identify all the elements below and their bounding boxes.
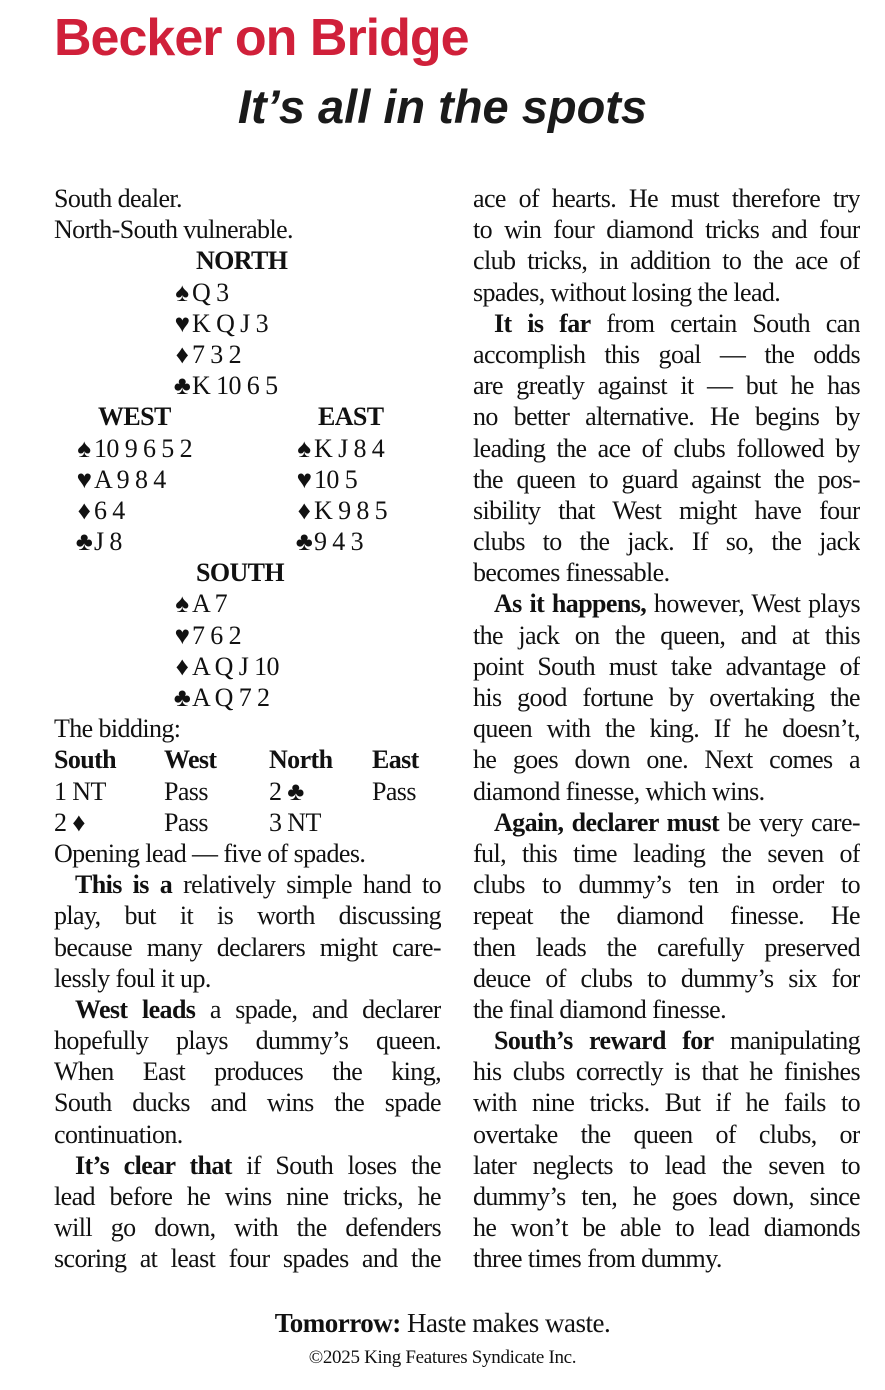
club-icon: ♣: [75, 527, 93, 557]
article-line: sibility that West might have four: [473, 495, 860, 525]
spade-icon: ♠: [175, 277, 189, 307]
east-hand-label: EAST: [318, 402, 384, 432]
article-line: he goes down one. Next comes a: [473, 745, 860, 775]
article-line: later neglects to lead the seven to: [473, 1150, 860, 1180]
west-hand-label: WEST: [98, 402, 171, 432]
article-line: It’s clear that if South loses the: [75, 1150, 441, 1180]
article-line: will go down, with the defenders: [54, 1213, 441, 1243]
west-east-labels: [54, 401, 441, 432]
north-diamonds: ♦ 7 3 2: [54, 339, 441, 370]
west-spades: 10 9 6 5 2: [94, 433, 193, 463]
article-line: becomes finessable.: [473, 558, 670, 588]
west-east-clubs: [54, 526, 441, 557]
diamond-icon: ♦: [297, 495, 311, 525]
article-line: continuation.: [54, 1119, 183, 1149]
article-line: ace of hearts. He must therefore try: [473, 184, 860, 213]
article-line: point South must take advantage of: [473, 651, 860, 681]
article-line: As it happens, however, West plays: [494, 589, 860, 619]
article-line: he won’t be able to lead diamonds: [473, 1213, 860, 1243]
article-line: This is a relatively simple hand to: [75, 870, 441, 900]
article-line: accomplish this goal — the odds: [473, 339, 860, 369]
article-line: his clubs correctly is that he finishes: [473, 1057, 860, 1087]
article-line: deuce of clubs to dummy’s six for: [473, 963, 860, 993]
article-line: South’s reward for manipulating: [494, 1026, 860, 1056]
article-line: then leads the carefully preserved: [473, 932, 860, 962]
club-icon: ♣: [295, 527, 313, 557]
vulnerability-line: North-South vulnerable.: [54, 215, 293, 245]
north-spades: ♠ Q 3: [54, 277, 441, 308]
opening-lead: Opening lead — five of spades.: [54, 838, 366, 868]
article-line: When East produces the king,: [54, 1057, 441, 1087]
south-diamonds: ♦ A Q J 10: [54, 651, 441, 682]
west-east-spades: [54, 433, 441, 464]
headline: It’s all in the spots: [237, 80, 648, 133]
club-icon: ♣: [173, 683, 191, 712]
club-icon: ♣: [173, 371, 191, 401]
tomorrow-teaser: Tomorrow: Haste makes waste.: [274, 1308, 611, 1338]
copyright: ©2025 King Features Syndicate Inc.: [308, 1347, 577, 1368]
diamond-icon: ♦: [77, 495, 91, 525]
article-line: West leads a spade, and declarer: [75, 994, 441, 1024]
south-spades: ♠ A 7: [54, 588, 441, 619]
south-hearts: ♥7 6 2: [54, 620, 441, 651]
heart-icon: ♥: [296, 464, 312, 494]
west-hearts: A 9 8 4: [94, 464, 166, 494]
left-column: [54, 183, 441, 1275]
spade-icon: ♠: [297, 433, 311, 463]
bidding-row: 2 ♦ Pass 3 NT: [54, 807, 321, 837]
article-line: repeat the diamond finesse. He: [473, 901, 860, 931]
west-diamonds: 6 4: [94, 495, 125, 525]
article-line: because many declarers might care-: [54, 932, 441, 962]
bidding-header-row: South West North East: [54, 745, 419, 775]
article-line: hopefully plays dummy’s queen.: [54, 1026, 441, 1056]
south-hand-label: SOUTH: [196, 558, 285, 588]
article-line: dummy’s ten, he goes down, since: [473, 1182, 860, 1211]
article-line: club tricks, in addition to the ace of: [473, 246, 860, 276]
article-line: lead before he wins nine tricks, he: [54, 1182, 441, 1211]
heart-icon: ♥: [174, 308, 190, 338]
right-column: [473, 183, 860, 1275]
article-line: queen with the king. If he doesn’t,: [473, 714, 860, 744]
spade-icon: ♠: [77, 433, 91, 463]
article-line: with nine tricks. But if he fails to: [473, 1088, 860, 1118]
article-line: lessly foul it up.: [54, 963, 211, 993]
article-line: no better alternative. He begins by: [473, 402, 860, 432]
west-east-hearts: [54, 464, 441, 495]
diamond-icon: ♦: [175, 651, 189, 681]
article-line: diamond finesse, which wins.: [473, 776, 765, 806]
article-line: overtake the queen of clubs, or: [473, 1119, 860, 1149]
north-hand-label: NORTH: [196, 246, 288, 276]
article-line: play, but it is worth discussing: [54, 901, 441, 931]
east-spades: K J 8 4: [314, 433, 385, 463]
article-line: to win four diamond tricks and four: [473, 215, 860, 245]
south-clubs: ♣A Q 7 2: [173, 683, 270, 712]
article-line: ful, this time leading the seven of: [473, 838, 860, 868]
spade-icon: ♠: [175, 589, 189, 619]
east-diamonds: K 9 8 5: [314, 495, 388, 525]
article-line: South ducks and wins the spade: [54, 1088, 441, 1118]
article-line: Again, declarer must be very care-: [494, 807, 860, 837]
article-line: three times from dummy.: [473, 1244, 722, 1274]
article-line: scoring at least four spades and the: [54, 1244, 441, 1274]
article-line: It is far from certain South can: [494, 308, 860, 338]
north-hearts: ♥K Q J 3: [54, 308, 441, 339]
article-line: the final diamond finesse.: [473, 994, 726, 1024]
heart-icon: ♥: [174, 620, 190, 650]
west-clubs: J 8: [94, 527, 122, 557]
article-body-right: [473, 183, 860, 1275]
article-line: clubs to the jack. If so, the jack: [473, 527, 860, 557]
east-clubs: 9 4 3: [314, 527, 364, 557]
masthead: Becker on Bridge: [54, 9, 469, 67]
diamond-icon: ♦: [175, 339, 189, 369]
north-clubs: ♣K 10 6 5: [173, 371, 278, 401]
article-line: are greatly against it — but he has: [473, 371, 860, 401]
article-line: the queen to guard against the pos-: [473, 464, 860, 494]
article-body-left: [54, 869, 441, 1274]
article-line: clubs to dummy’s ten in order to: [473, 870, 860, 900]
article-line: spades, without losing the lead.: [473, 277, 781, 307]
article-line: leading the ace of clubs followed by: [473, 433, 860, 463]
bidding-title: The bidding:: [54, 714, 181, 744]
dealer-line: South dealer.: [54, 184, 182, 213]
east-hearts: 10 5: [314, 464, 358, 494]
article-line: his good fortune by overtaking the: [473, 683, 860, 712]
article-line: the jack on the queen, and at this: [473, 620, 860, 650]
west-east-diamonds: [54, 495, 441, 526]
bidding-row: 1 NT Pass 2 ♣ Pass: [54, 776, 416, 806]
heart-icon: ♥: [76, 464, 92, 494]
